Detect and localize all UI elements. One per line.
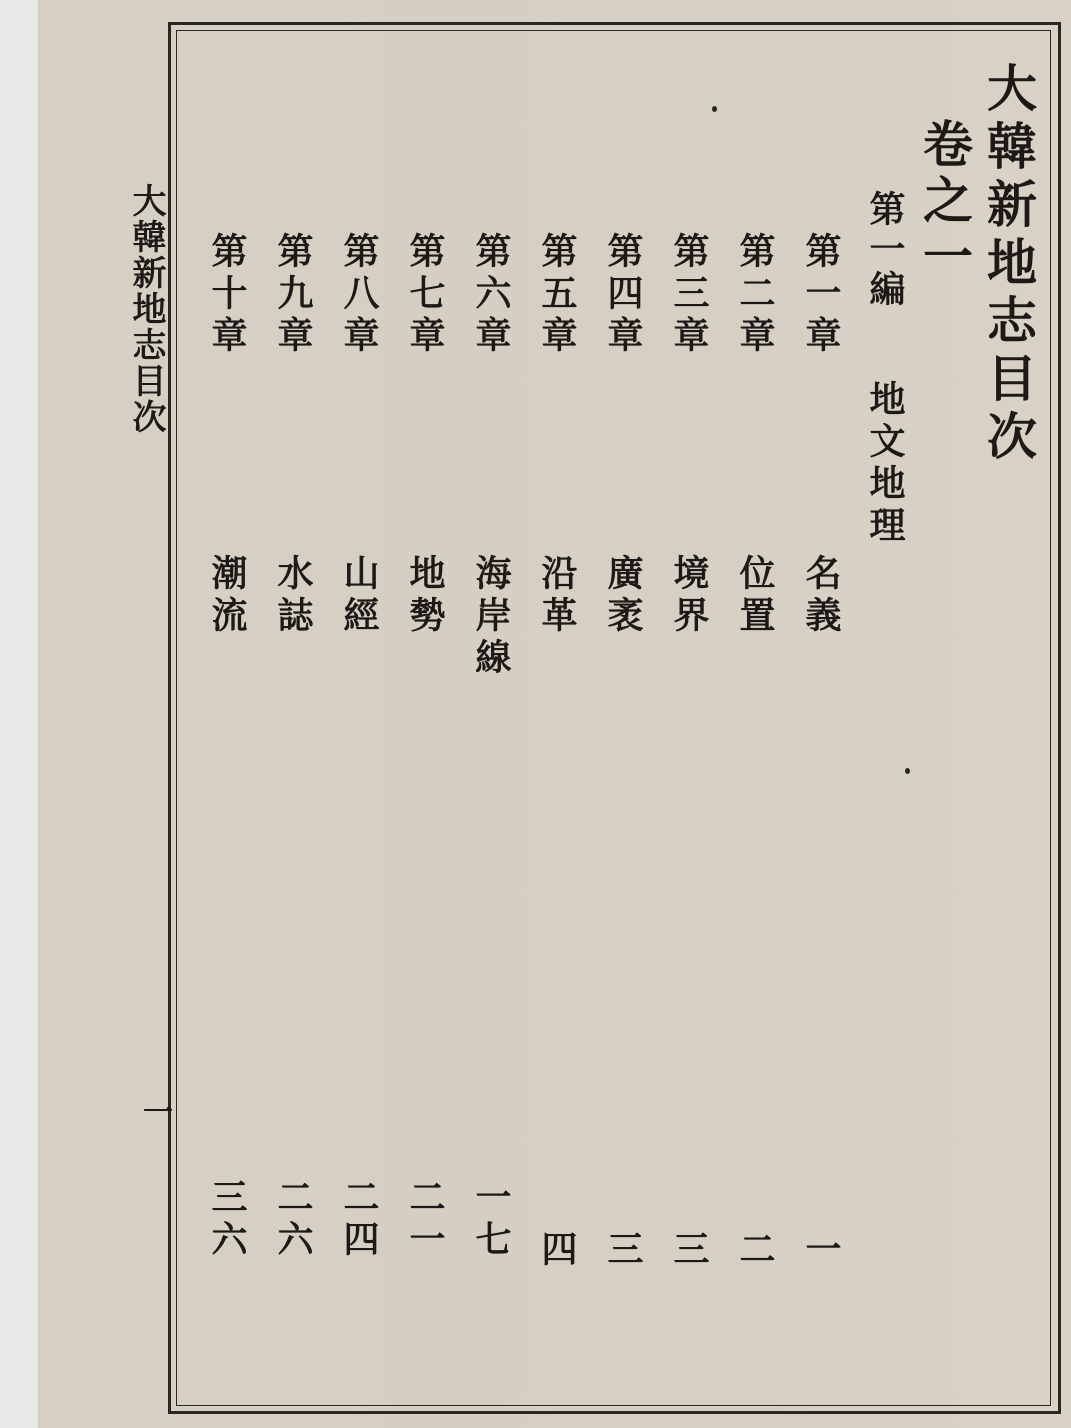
chapter-name: 海岸線 bbox=[470, 554, 512, 680]
ink-speck bbox=[905, 768, 910, 774]
chapter-label: 第四章 bbox=[602, 232, 644, 358]
chapter-label: 第一章 bbox=[800, 232, 842, 358]
chapter-label: 第五章 bbox=[536, 232, 578, 358]
chapter-name: 山經 bbox=[338, 554, 380, 638]
chapter-name: 地勢 bbox=[404, 554, 446, 638]
chapter-page: 二四 bbox=[338, 1178, 380, 1262]
chapter-name: 水誌 bbox=[272, 554, 314, 638]
chapter-name: 沿革 bbox=[536, 554, 578, 638]
chapter-label: 第七章 bbox=[404, 232, 446, 358]
book-title: 大韓新地志目次 bbox=[979, 62, 1038, 468]
chapter-page: 二 bbox=[734, 1230, 776, 1272]
chapter-page: 三 bbox=[668, 1230, 710, 1272]
running-head: 大韓新地志目次 bbox=[126, 183, 166, 435]
chapter-label: 第八章 bbox=[338, 232, 380, 358]
chapter-label: 第十章 bbox=[206, 232, 248, 358]
folio-page-number: 一 bbox=[137, 1096, 172, 1126]
chapter-page: 一 bbox=[800, 1230, 842, 1272]
chapter-name: 境界 bbox=[668, 554, 710, 638]
chapter-page: 一七 bbox=[470, 1178, 512, 1262]
chapter-label: 第二章 bbox=[734, 232, 776, 358]
chapter-page: 四 bbox=[536, 1230, 578, 1272]
volume-label: 卷之一 bbox=[915, 118, 974, 286]
chapter-page: 二六 bbox=[272, 1178, 314, 1262]
chapter-page: 三六 bbox=[206, 1178, 248, 1262]
chapter-name: 名義 bbox=[800, 554, 842, 638]
chapter-page: 三 bbox=[602, 1230, 644, 1272]
chapter-name: 廣袤 bbox=[602, 554, 644, 638]
chapter-name: 潮流 bbox=[206, 554, 248, 638]
chapter-label: 第六章 bbox=[470, 232, 512, 358]
chapter-page: 二一 bbox=[404, 1178, 446, 1262]
chapter-label: 第三章 bbox=[668, 232, 710, 358]
ink-speck bbox=[712, 106, 717, 112]
chapter-label: 第九章 bbox=[272, 232, 314, 358]
chapter-name: 位置 bbox=[734, 554, 776, 638]
part-label: 第一編 bbox=[864, 190, 906, 310]
part-name: 地文地理 bbox=[864, 380, 906, 548]
